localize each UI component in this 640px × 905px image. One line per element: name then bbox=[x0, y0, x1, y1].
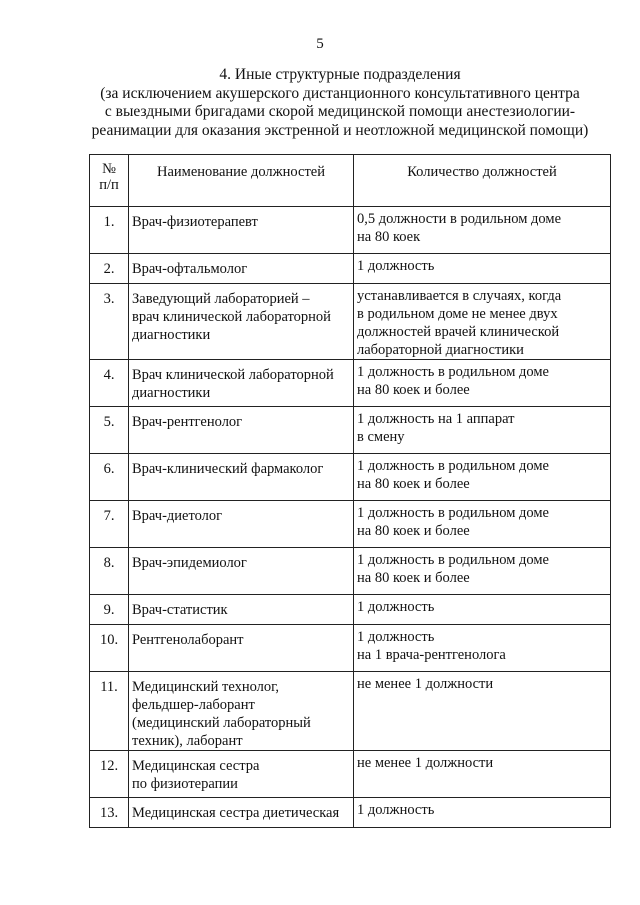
heading-line-4: реанимации для оказания экстренной и неотложной медицинской помощи) bbox=[91, 121, 589, 139]
position-name: Врач-эпидемиолог bbox=[129, 548, 354, 595]
table-row bbox=[90, 454, 611, 501]
table-row bbox=[90, 360, 611, 407]
position-count: 1 должность в родильном доме на 80 коек и более bbox=[354, 501, 611, 548]
position-name: Врач-диетолог bbox=[129, 501, 354, 548]
row-number: 12. bbox=[90, 751, 129, 798]
heading-line-1: 4. Иные структурные подразделения bbox=[219, 66, 461, 83]
table-row bbox=[90, 751, 611, 798]
row-number: 7. bbox=[90, 501, 129, 548]
header-number: № п/п bbox=[90, 155, 129, 207]
row-number: 10. bbox=[90, 625, 129, 672]
position-count: 1 должность bbox=[354, 595, 611, 625]
position-count: 1 должность в родильном доме на 80 коек и более bbox=[354, 360, 611, 407]
row-number: 13. bbox=[90, 798, 129, 828]
table-row bbox=[90, 625, 611, 672]
position-name: Медицинская сестра диетическая bbox=[129, 798, 354, 828]
position-name: Врач-клинический фармаколог bbox=[129, 454, 354, 501]
position-count: устанавливается в случаях, когда в родильном доме не менее двух должностей врачей клинической лабораторной диагностики bbox=[354, 284, 611, 360]
table-row bbox=[90, 595, 611, 625]
row-number: 8. bbox=[90, 548, 129, 595]
heading-line-3: с выездными бригадами скорой медицинской помощи анестезиологии- bbox=[104, 103, 576, 120]
header-position-name: Наименование должностей bbox=[129, 155, 354, 207]
position-name: Врач клинической лабораторной диагностики bbox=[129, 360, 354, 407]
table-row bbox=[90, 672, 611, 751]
position-count: 1 должность на 1 аппарат в смену bbox=[354, 407, 611, 454]
position-name: Медицинский технолог, фельдшер-лаборант (медицинский лабораторный техник), лаборант bbox=[129, 672, 354, 751]
table-row bbox=[90, 548, 611, 595]
position-count: 0,5 должности в родильном доме на 80 коек bbox=[354, 207, 611, 254]
row-number: 6. bbox=[90, 454, 129, 501]
row-number: 3. bbox=[90, 284, 129, 360]
row-number: 1. bbox=[90, 207, 129, 254]
position-count: 1 должность на 1 врача-рентгенолога bbox=[354, 625, 611, 672]
row-number: 5. bbox=[90, 407, 129, 454]
row-number: 9. bbox=[90, 595, 129, 625]
table-row bbox=[90, 501, 611, 548]
staff-table bbox=[89, 154, 611, 828]
position-count: 1 должность bbox=[354, 798, 611, 828]
row-number: 4. bbox=[90, 360, 129, 407]
page-number: 5 bbox=[316, 36, 324, 52]
heading-line-2: (за исключением акушерского дистанционного консультативного центра bbox=[100, 84, 580, 102]
header-position-count: Количество должностей bbox=[354, 155, 611, 207]
table-row bbox=[90, 407, 611, 454]
table-row bbox=[90, 798, 611, 828]
position-name: Рентгенолаборант bbox=[129, 625, 354, 672]
position-name: Медицинская сестра по физиотерапии bbox=[129, 751, 354, 798]
row-number: 11. bbox=[90, 672, 129, 751]
position-count: не менее 1 должности bbox=[354, 751, 611, 798]
table-row bbox=[90, 254, 611, 284]
table-header-row bbox=[90, 155, 611, 207]
position-name: Врач-рентгенолог bbox=[129, 407, 354, 454]
position-count: 1 должность bbox=[354, 254, 611, 284]
position-name: Врач-офтальмолог bbox=[129, 254, 354, 284]
table-row bbox=[90, 284, 611, 360]
position-name: Заведующий лабораторией – врач клинической лабораторной диагностики bbox=[129, 284, 354, 360]
position-name: Врач-статистик bbox=[129, 595, 354, 625]
table-row bbox=[90, 207, 611, 254]
position-count: не менее 1 должности bbox=[354, 672, 611, 751]
position-name: Врач-физиотерапевт bbox=[129, 207, 354, 254]
position-count: 1 должность в родильном доме на 80 коек и более bbox=[354, 454, 611, 501]
row-number: 2. bbox=[90, 254, 129, 284]
position-count: 1 должность в родильном доме на 80 коек и более bbox=[354, 548, 611, 595]
section-heading bbox=[70, 66, 610, 140]
